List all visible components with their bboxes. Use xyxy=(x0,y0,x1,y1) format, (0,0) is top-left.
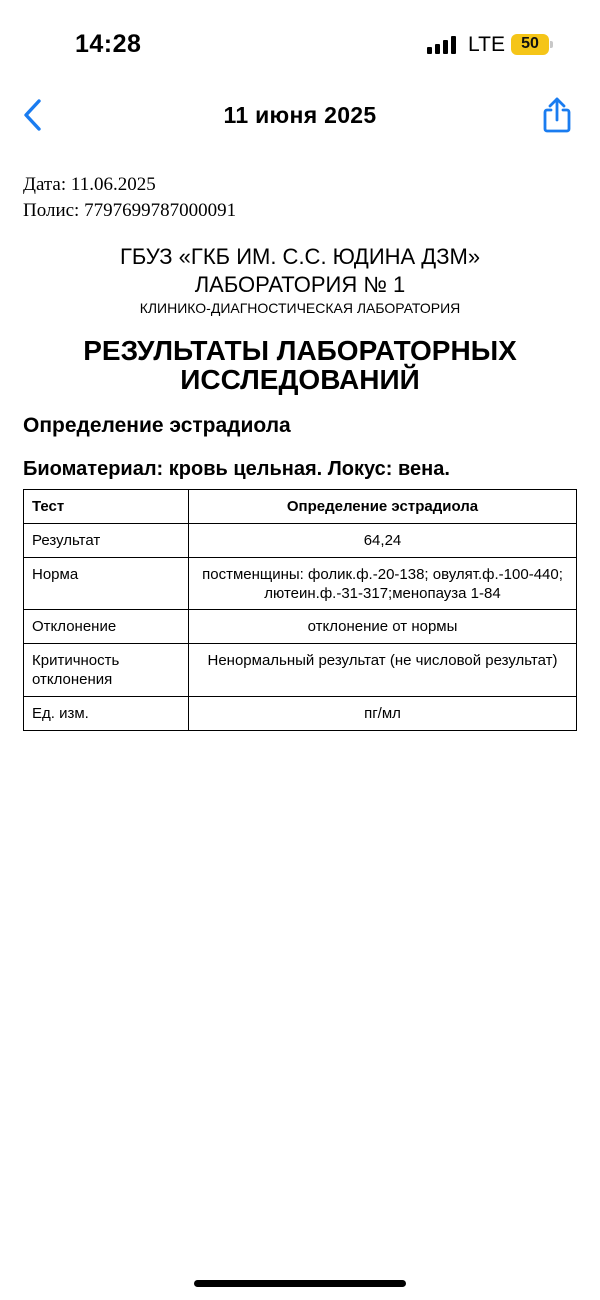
status-time: 14:28 xyxy=(75,30,142,58)
home-indicator[interactable] xyxy=(194,1280,406,1287)
nav-title: 11 июня 2025 xyxy=(223,102,377,128)
table-value-cell: отклонение от нормы xyxy=(189,610,577,644)
biomaterial-line: Биоматериал: кровь цельная. Локус: вена. xyxy=(23,458,450,480)
table-value-cell: 64,24 xyxy=(189,524,577,558)
table-header-cell: Тест xyxy=(24,490,189,524)
table-row xyxy=(24,610,577,644)
document-title-line-2: ИССЛЕДОВАНИЙ xyxy=(180,364,420,395)
table-header-cell: Определение эстрадиола xyxy=(189,490,577,524)
table-label-cell: Результат xyxy=(24,524,189,558)
table-value-cell: Ненормальный результат (не числовой результат) xyxy=(189,644,577,697)
table-row xyxy=(24,558,577,610)
table-label-cell: Критичность отклонения xyxy=(24,644,189,697)
table-header-row xyxy=(24,490,577,524)
table-value-cell: постменщины: фолик.ф.-20-138; овулят.ф.-100-440; лютеин.ф.-31-317;менопауза 1-84 xyxy=(189,558,577,610)
lab-type: КЛИНИКО-ДИАГНОСТИЧЕСКАЯ ЛАБОРАТОРИЯ xyxy=(139,300,461,316)
table-row xyxy=(24,697,577,731)
policy-line: Полис: 7797699787000091 xyxy=(23,200,237,221)
table-row xyxy=(24,524,577,558)
table-value-cell: пг/мл xyxy=(189,697,577,731)
battery-level: 50 xyxy=(521,35,539,52)
table-label-cell: Норма xyxy=(24,558,189,610)
table-label-cell: Отклонение xyxy=(24,610,189,644)
table-row xyxy=(24,644,577,697)
signal-icon xyxy=(427,36,459,54)
network-type: LTE xyxy=(468,33,505,56)
lab-name: ЛАБОРАТОРИЯ № 1 xyxy=(194,272,406,297)
share-icon[interactable] xyxy=(540,96,574,134)
results-table xyxy=(23,489,577,731)
battery-icon xyxy=(511,34,553,55)
date-line: Дата: 11.06.2025 xyxy=(23,174,156,195)
document-title-line-1: РЕЗУЛЬТАТЫ ЛАБОРАТОРНЫХ xyxy=(83,335,517,366)
section-title: Определение эстрадиола xyxy=(23,414,291,437)
document-title xyxy=(0,336,600,394)
org-name: ГБУЗ «ГКБ ИМ. С.С. ЮДИНА ДЗМ» xyxy=(119,244,481,269)
table-label-cell: Ед. изм. xyxy=(24,697,189,731)
